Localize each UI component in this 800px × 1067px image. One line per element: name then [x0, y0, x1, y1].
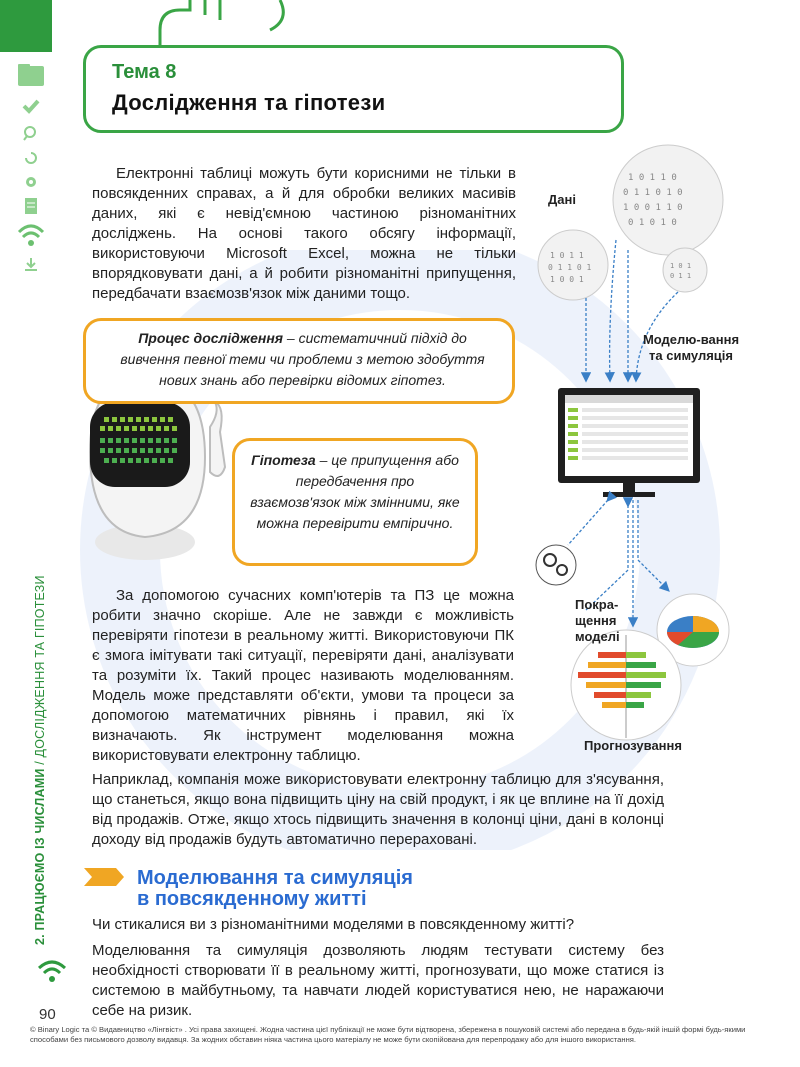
diagram-label-data: Дані — [548, 192, 576, 207]
section-title-line1: Моделювання та симуляція — [137, 867, 413, 889]
wifi-icon — [16, 222, 46, 253]
chapter-side-label — [33, 575, 47, 945]
section-paragraph: Моделювання та симуляція дозволяють людям тестувати систему без необхідності створювати її в реальному житті, прогнозувати, що може статися із системою в майбутньому, та навчати людей користуватися нею, не наражаючи себе на ризик. — [92, 942, 664, 1019]
topic-header-box — [83, 45, 624, 133]
refresh-icon — [16, 150, 46, 171]
section-title-line2: в повсякденному житті — [137, 888, 367, 910]
title-decoration — [150, 0, 300, 47]
svg-text:0 1 1 0 1 0: 0 1 1 0 1 0 — [623, 188, 683, 198]
copyright-footer: © Binary Logic та © Видавництво «Лінгвіст» . Усі права захищені. Жодна частина цієї публікації не може бути відтворена, збережена в пошуковій системі або передана в будь-якій іншій формі будь-якими способами без письмового дозволу видавця. За жодних обставин ніяка частина цього матеріалу не може бути скопійована для перепродажу або для іншого використання. — [30, 1025, 746, 1044]
definition-research-text — [120, 328, 485, 391]
chapter-bold: 2. ПРАЦЮЄМО ІЗ ЧИСЛАМИ — [33, 768, 47, 945]
hypothesis-definition: – це припущення або передбачення про взаємозв'язок між змінними, яке можна перевірити емпірично. — [250, 452, 460, 531]
modeling-diagram — [528, 140, 768, 760]
svg-text:0 1 1 0 1: 0 1 1 0 1 — [548, 263, 592, 272]
topic-label: Тема 8 — [112, 61, 177, 83]
gears-icon — [536, 545, 576, 585]
wifi-logo-icon — [36, 958, 68, 989]
gear-icon — [16, 174, 46, 195]
intro-paragraph: Електронні таблиці можуть бути корисними не тільки в повсякденних справах, а й для обробки великих масивів даних, які є невід'ємною частиною різноманітних досліджень. На основі такого обсягу інформації, використовуючи Microsoft Excel, можна не тільки впорядковувати дані, а й робити різноманітні припущення, передбачати взаємозв'язок між даними тощо. — [92, 165, 516, 302]
section-marker-icon — [84, 868, 124, 886]
folder-icon — [16, 62, 46, 93]
download-icon — [16, 256, 46, 277]
small-data-bubble-left — [538, 230, 608, 300]
svg-text:1 0 1 1: 1 0 1 1 — [550, 251, 584, 260]
diagram-label-improve: Покра-щення моделі — [575, 597, 620, 644]
research-definition: – систематичний підхід до вивчення певної теми чи проблеми з метою здобуття нових знань або перевірки відомих гіпотез. — [120, 330, 485, 388]
research-term: Процес дослідження — [138, 330, 284, 346]
corner-tab — [0, 0, 52, 52]
big-data-bubble — [613, 145, 723, 255]
svg-text:0 1 1: 0 1 1 — [670, 272, 692, 280]
chapter-rest: / ДОСЛІДЖЕННЯ ТА ГІПОТЕЗИ — [33, 575, 47, 769]
diagram-label-modeling: Моделю-вання та симуляція — [642, 332, 740, 363]
monitor-icon — [558, 388, 700, 497]
third-paragraph: Наприклад, компанія може використовувати електронну таблицю для з'ясування, що станеться, якщо вона підвищить ціну на свій продукт, і як це вплине на її дохід від продажів. Отже, якщо хтось підвищить значення в колонці ціни, дані в колонці доходу від продажів будуть автоматично перераховані. — [92, 771, 664, 848]
small-data-bubble-right — [663, 248, 707, 292]
diagram-label-forecast: Прогнозування — [584, 738, 682, 753]
second-paragraph: За допомогою сучасних комп'ютерів та ПЗ це можна робити значно скоріше. Але не завжди є можливість перевіряти гіпотези в реальному житті. Використовуючи ПК є змога імітувати такі ситуації, перевіряти дані, аналізувати та розуміти їх. Такий процес називають моделюванням. Модель може представляти об'єкти, умови та процеси за допомогою математичних рівнянь і правил, які їх визначають. Як інструмент моделювання можна використовувати електронну таблицю. — [92, 587, 514, 764]
svg-text:1 0 0 1: 1 0 0 1 — [550, 275, 584, 284]
search-icon — [16, 124, 46, 147]
topic-title: Дослідження та гіпотези — [112, 90, 386, 115]
section-question: Чи стикалися ви з різноманітними моделями в повсякденному житті? — [92, 916, 575, 933]
document-icon — [16, 196, 46, 221]
svg-text:1 0 1 1 0: 1 0 1 1 0 — [628, 173, 677, 183]
definition-hypothesis-text — [250, 450, 460, 534]
check-icon — [16, 97, 46, 120]
bar-chart-icon — [571, 630, 681, 740]
section-title — [137, 868, 413, 910]
page-number: 90 — [39, 1006, 56, 1023]
svg-text:0 1 0 1 0: 0 1 0 1 0 — [628, 218, 677, 228]
svg-text:1 0 0 1 1 0: 1 0 0 1 1 0 — [623, 203, 683, 213]
hypothesis-term: Гіпотеза — [251, 452, 316, 468]
svg-text:1 0 1: 1 0 1 — [670, 262, 692, 270]
